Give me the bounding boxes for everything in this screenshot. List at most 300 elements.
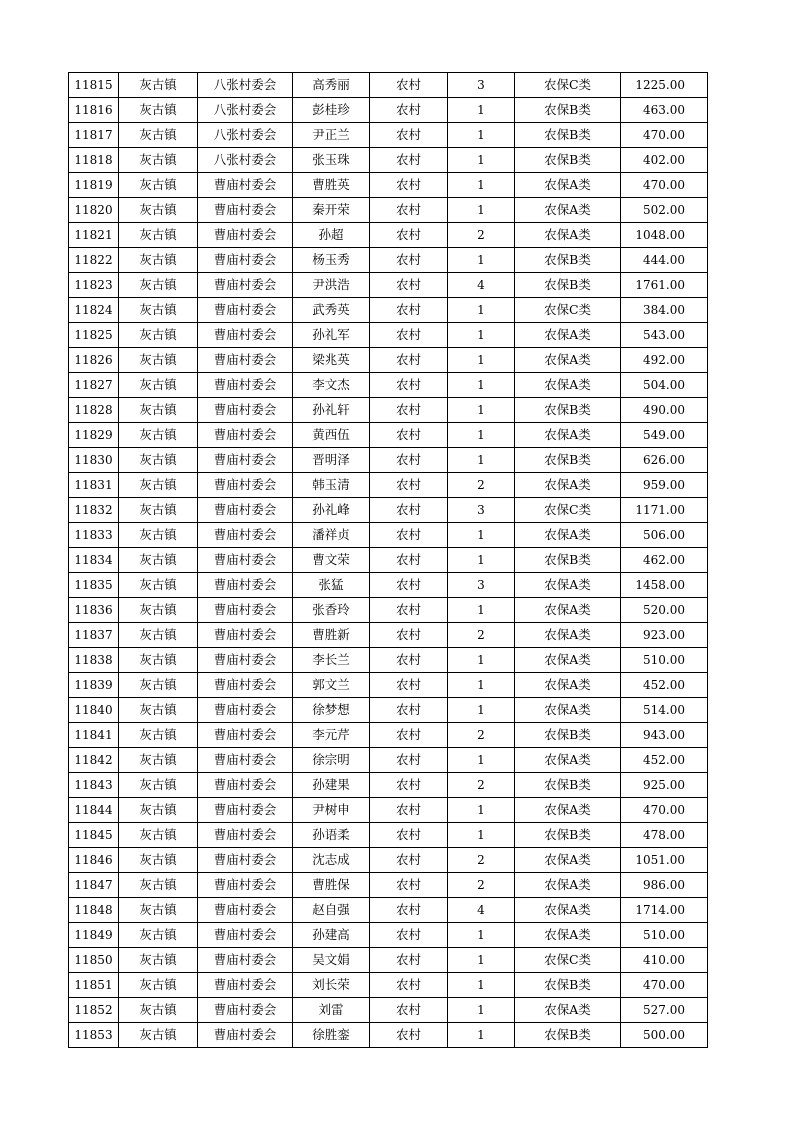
amount-cell: 943.00 (621, 723, 708, 748)
table-row (69, 298, 708, 323)
insurance-category-cell: 农保C类 (515, 298, 621, 323)
insurance-category-cell: 农保B类 (515, 248, 621, 273)
town-cell: 灰古镇 (119, 148, 198, 173)
household-size-cell: 4 (448, 898, 515, 923)
town-cell: 灰古镇 (119, 873, 198, 898)
household-size-cell: 1 (448, 823, 515, 848)
person-name-cell: 刘长荣 (293, 973, 370, 998)
area-type-cell: 农村 (370, 298, 448, 323)
table-row (69, 723, 708, 748)
record-number-cell: 11819 (69, 173, 119, 198)
town-cell: 灰古镇 (119, 423, 198, 448)
village-committee-cell: 曹庙村委会 (198, 623, 293, 648)
insurance-category-cell: 农保A类 (515, 348, 621, 373)
table-row (69, 123, 708, 148)
record-number-cell: 11827 (69, 373, 119, 398)
town-cell: 灰古镇 (119, 998, 198, 1023)
insurance-category-cell: 农保A类 (515, 523, 621, 548)
village-committee-cell: 曹庙村委会 (198, 198, 293, 223)
amount-cell: 492.00 (621, 348, 708, 373)
insurance-category-cell: 农保A类 (515, 748, 621, 773)
village-committee-cell: 八张村委会 (198, 123, 293, 148)
household-size-cell: 1 (448, 598, 515, 623)
amount-cell: 510.00 (621, 648, 708, 673)
person-name-cell: 徐宗明 (293, 748, 370, 773)
record-number-cell: 11820 (69, 198, 119, 223)
insurance-category-cell: 农保A类 (515, 323, 621, 348)
village-committee-cell: 曹庙村委会 (198, 573, 293, 598)
household-size-cell: 1 (448, 548, 515, 573)
record-number-cell: 11845 (69, 823, 119, 848)
village-committee-cell: 八张村委会 (198, 98, 293, 123)
village-committee-cell: 曹庙村委会 (198, 648, 293, 673)
record-number-cell: 11823 (69, 273, 119, 298)
insurance-category-cell: 农保B类 (515, 973, 621, 998)
household-size-cell: 2 (448, 723, 515, 748)
table-row (69, 998, 708, 1023)
record-number-cell: 11835 (69, 573, 119, 598)
record-number-cell: 11824 (69, 298, 119, 323)
amount-cell: 1051.00 (621, 848, 708, 873)
insurance-category-cell: 农保B类 (515, 273, 621, 298)
person-name-cell: 曹胜保 (293, 873, 370, 898)
area-type-cell: 农村 (370, 198, 448, 223)
record-number-cell: 11832 (69, 498, 119, 523)
table-row (69, 773, 708, 798)
record-number-cell: 11822 (69, 248, 119, 273)
household-size-cell: 3 (448, 498, 515, 523)
insurance-category-cell: 农保B类 (515, 123, 621, 148)
village-committee-cell: 曹庙村委会 (198, 273, 293, 298)
amount-cell: 626.00 (621, 448, 708, 473)
amount-cell: 1458.00 (621, 573, 708, 598)
person-name-cell: 韩玉清 (293, 473, 370, 498)
insurance-category-cell: 农保A类 (515, 873, 621, 898)
table-row (69, 848, 708, 873)
area-type-cell: 农村 (370, 923, 448, 948)
household-size-cell: 2 (448, 473, 515, 498)
person-name-cell: 孙超 (293, 223, 370, 248)
table-row (69, 398, 708, 423)
village-committee-cell: 曹庙村委会 (198, 923, 293, 948)
town-cell: 灰古镇 (119, 948, 198, 973)
person-name-cell: 黄西伍 (293, 423, 370, 448)
town-cell: 灰古镇 (119, 248, 198, 273)
table-row (69, 698, 708, 723)
person-name-cell: 徐梦想 (293, 698, 370, 723)
insurance-category-cell: 农保A类 (515, 423, 621, 448)
record-number-cell: 11848 (69, 898, 119, 923)
village-committee-cell: 曹庙村委会 (198, 298, 293, 323)
roster-body (69, 73, 708, 1048)
insurance-category-cell: 农保A类 (515, 173, 621, 198)
insurance-category-cell: 农保B类 (515, 773, 621, 798)
village-committee-cell: 八张村委会 (198, 73, 293, 98)
table-row (69, 798, 708, 823)
area-type-cell: 农村 (370, 698, 448, 723)
town-cell: 灰古镇 (119, 123, 198, 148)
insurance-category-cell: 农保B类 (515, 1023, 621, 1048)
household-size-cell: 1 (448, 523, 515, 548)
record-number-cell: 11843 (69, 773, 119, 798)
person-name-cell: 孙建果 (293, 773, 370, 798)
village-committee-cell: 曹庙村委会 (198, 523, 293, 548)
village-committee-cell: 曹庙村委会 (198, 948, 293, 973)
insurance-category-cell: 农保C类 (515, 73, 621, 98)
table-row (69, 673, 708, 698)
record-number-cell: 11846 (69, 848, 119, 873)
amount-cell: 527.00 (621, 998, 708, 1023)
town-cell: 灰古镇 (119, 673, 198, 698)
town-cell: 灰古镇 (119, 473, 198, 498)
village-committee-cell: 曹庙村委会 (198, 473, 293, 498)
household-size-cell: 2 (448, 873, 515, 898)
person-name-cell: 李元芹 (293, 723, 370, 748)
town-cell: 灰古镇 (119, 198, 198, 223)
amount-cell: 502.00 (621, 198, 708, 223)
record-number-cell: 11816 (69, 98, 119, 123)
town-cell: 灰古镇 (119, 723, 198, 748)
roster-table (68, 72, 708, 1048)
record-number-cell: 11815 (69, 73, 119, 98)
record-number-cell: 11847 (69, 873, 119, 898)
table-row (69, 573, 708, 598)
amount-cell: 549.00 (621, 423, 708, 448)
household-size-cell: 1 (448, 748, 515, 773)
insurance-category-cell: 农保A类 (515, 598, 621, 623)
household-size-cell: 4 (448, 273, 515, 298)
town-cell: 灰古镇 (119, 348, 198, 373)
town-cell: 灰古镇 (119, 898, 198, 923)
amount-cell: 543.00 (621, 323, 708, 348)
area-type-cell: 农村 (370, 273, 448, 298)
insurance-category-cell: 农保A类 (515, 798, 621, 823)
area-type-cell: 农村 (370, 998, 448, 1023)
area-type-cell: 农村 (370, 473, 448, 498)
area-type-cell: 农村 (370, 498, 448, 523)
village-committee-cell: 曹庙村委会 (198, 673, 293, 698)
insurance-category-cell: 农保B类 (515, 148, 621, 173)
area-type-cell: 农村 (370, 323, 448, 348)
table-row (69, 923, 708, 948)
amount-cell: 402.00 (621, 148, 708, 173)
table-row (69, 448, 708, 473)
area-type-cell: 农村 (370, 948, 448, 973)
person-name-cell: 尹正兰 (293, 123, 370, 148)
village-committee-cell: 八张村委会 (198, 148, 293, 173)
area-type-cell: 农村 (370, 548, 448, 573)
amount-cell: 504.00 (621, 373, 708, 398)
village-committee-cell: 曹庙村委会 (198, 423, 293, 448)
amount-cell: 1171.00 (621, 498, 708, 523)
amount-cell: 514.00 (621, 698, 708, 723)
person-name-cell: 杨玉秀 (293, 248, 370, 273)
household-size-cell: 1 (448, 698, 515, 723)
record-number-cell: 11833 (69, 523, 119, 548)
person-name-cell: 晋明泽 (293, 448, 370, 473)
household-size-cell: 3 (448, 573, 515, 598)
household-size-cell: 1 (448, 448, 515, 473)
table-row (69, 898, 708, 923)
area-type-cell: 农村 (370, 648, 448, 673)
table-row (69, 948, 708, 973)
village-committee-cell: 曹庙村委会 (198, 748, 293, 773)
insurance-category-cell: 农保A类 (515, 923, 621, 948)
village-committee-cell: 曹庙村委会 (198, 973, 293, 998)
area-type-cell: 农村 (370, 373, 448, 398)
village-committee-cell: 曹庙村委会 (198, 173, 293, 198)
person-name-cell: 张玉珠 (293, 148, 370, 173)
person-name-cell: 张香玲 (293, 598, 370, 623)
household-size-cell: 1 (448, 1023, 515, 1048)
village-committee-cell: 曹庙村委会 (198, 873, 293, 898)
town-cell: 灰古镇 (119, 548, 198, 573)
village-committee-cell: 曹庙村委会 (198, 698, 293, 723)
table-row (69, 273, 708, 298)
household-size-cell: 1 (448, 423, 515, 448)
village-committee-cell: 曹庙村委会 (198, 898, 293, 923)
town-cell: 灰古镇 (119, 823, 198, 848)
area-type-cell: 农村 (370, 623, 448, 648)
area-type-cell: 农村 (370, 848, 448, 873)
town-cell: 灰古镇 (119, 848, 198, 873)
amount-cell: 925.00 (621, 773, 708, 798)
town-cell: 灰古镇 (119, 773, 198, 798)
person-name-cell: 张猛 (293, 573, 370, 598)
household-size-cell: 1 (448, 148, 515, 173)
area-type-cell: 农村 (370, 348, 448, 373)
table-row (69, 598, 708, 623)
insurance-category-cell: 农保B类 (515, 823, 621, 848)
person-name-cell: 李文杰 (293, 373, 370, 398)
town-cell: 灰古镇 (119, 223, 198, 248)
record-number-cell: 11828 (69, 398, 119, 423)
village-committee-cell: 曹庙村委会 (198, 548, 293, 573)
insurance-category-cell: 农保C类 (515, 948, 621, 973)
insurance-category-cell: 农保B类 (515, 448, 621, 473)
area-type-cell: 农村 (370, 823, 448, 848)
amount-cell: 470.00 (621, 173, 708, 198)
person-name-cell: 刘雷 (293, 998, 370, 1023)
village-committee-cell: 曹庙村委会 (198, 448, 293, 473)
table-row (69, 748, 708, 773)
table-row (69, 98, 708, 123)
record-number-cell: 11852 (69, 998, 119, 1023)
village-committee-cell: 曹庙村委会 (198, 323, 293, 348)
insurance-category-cell: 农保A类 (515, 198, 621, 223)
area-type-cell: 农村 (370, 173, 448, 198)
insurance-category-cell: 农保A类 (515, 848, 621, 873)
table-row (69, 1023, 708, 1048)
record-number-cell: 11840 (69, 698, 119, 723)
household-size-cell: 1 (448, 323, 515, 348)
person-name-cell: 秦开荣 (293, 198, 370, 223)
household-size-cell: 2 (448, 223, 515, 248)
person-name-cell: 孙语柔 (293, 823, 370, 848)
person-name-cell: 孙礼军 (293, 323, 370, 348)
town-cell: 灰古镇 (119, 373, 198, 398)
town-cell: 灰古镇 (119, 1023, 198, 1048)
amount-cell: 463.00 (621, 98, 708, 123)
household-size-cell: 1 (448, 998, 515, 1023)
area-type-cell: 农村 (370, 98, 448, 123)
table-row (69, 348, 708, 373)
insurance-category-cell: 农保A类 (515, 223, 621, 248)
insurance-category-cell: 农保C类 (515, 498, 621, 523)
village-committee-cell: 曹庙村委会 (198, 1023, 293, 1048)
amount-cell: 444.00 (621, 248, 708, 273)
person-name-cell: 徐胜銮 (293, 1023, 370, 1048)
person-name-cell: 潘祥贞 (293, 523, 370, 548)
record-number-cell: 11851 (69, 973, 119, 998)
village-committee-cell: 曹庙村委会 (198, 223, 293, 248)
insurance-category-cell: 农保A类 (515, 623, 621, 648)
household-size-cell: 1 (448, 648, 515, 673)
record-number-cell: 11842 (69, 748, 119, 773)
person-name-cell: 赵自强 (293, 898, 370, 923)
village-committee-cell: 曹庙村委会 (198, 373, 293, 398)
amount-cell: 986.00 (621, 873, 708, 898)
area-type-cell: 农村 (370, 798, 448, 823)
town-cell: 灰古镇 (119, 173, 198, 198)
household-size-cell: 2 (448, 848, 515, 873)
amount-cell: 490.00 (621, 398, 708, 423)
record-number-cell: 11844 (69, 798, 119, 823)
household-size-cell: 1 (448, 973, 515, 998)
table-row (69, 973, 708, 998)
town-cell: 灰古镇 (119, 98, 198, 123)
insurance-category-cell: 农保B类 (515, 548, 621, 573)
record-number-cell: 11837 (69, 623, 119, 648)
household-size-cell: 1 (448, 123, 515, 148)
table-row (69, 523, 708, 548)
record-number-cell: 11839 (69, 673, 119, 698)
amount-cell: 452.00 (621, 748, 708, 773)
area-type-cell: 农村 (370, 148, 448, 173)
person-name-cell: 彭桂珍 (293, 98, 370, 123)
area-type-cell: 农村 (370, 223, 448, 248)
household-size-cell: 1 (448, 173, 515, 198)
town-cell: 灰古镇 (119, 498, 198, 523)
amount-cell: 452.00 (621, 673, 708, 698)
table-row (69, 873, 708, 898)
household-size-cell: 1 (448, 198, 515, 223)
insurance-category-cell: 农保A类 (515, 898, 621, 923)
insurance-category-cell: 农保A类 (515, 573, 621, 598)
town-cell: 灰古镇 (119, 748, 198, 773)
village-committee-cell: 曹庙村委会 (198, 598, 293, 623)
insurance-category-cell: 农保A类 (515, 698, 621, 723)
household-size-cell: 1 (448, 798, 515, 823)
town-cell: 灰古镇 (119, 73, 198, 98)
amount-cell: 410.00 (621, 948, 708, 973)
record-number-cell: 11836 (69, 598, 119, 623)
household-size-cell: 2 (448, 623, 515, 648)
table-row (69, 198, 708, 223)
table-row (69, 473, 708, 498)
village-committee-cell: 曹庙村委会 (198, 798, 293, 823)
town-cell: 灰古镇 (119, 273, 198, 298)
record-number-cell: 11849 (69, 923, 119, 948)
village-committee-cell: 曹庙村委会 (198, 998, 293, 1023)
area-type-cell: 农村 (370, 873, 448, 898)
person-name-cell: 孙礼峰 (293, 498, 370, 523)
area-type-cell: 农村 (370, 448, 448, 473)
record-number-cell: 11834 (69, 548, 119, 573)
table-row (69, 173, 708, 198)
amount-cell: 1714.00 (621, 898, 708, 923)
table-row (69, 148, 708, 173)
area-type-cell: 农村 (370, 248, 448, 273)
area-type-cell: 农村 (370, 598, 448, 623)
record-number-cell: 11829 (69, 423, 119, 448)
town-cell: 灰古镇 (119, 798, 198, 823)
amount-cell: 1225.00 (621, 73, 708, 98)
record-number-cell: 11831 (69, 473, 119, 498)
record-number-cell: 11818 (69, 148, 119, 173)
area-type-cell: 农村 (370, 73, 448, 98)
insurance-category-cell: 农保A类 (515, 673, 621, 698)
person-name-cell: 武秀英 (293, 298, 370, 323)
amount-cell: 510.00 (621, 923, 708, 948)
amount-cell: 470.00 (621, 123, 708, 148)
village-committee-cell: 曹庙村委会 (198, 723, 293, 748)
insurance-category-cell: 农保A类 (515, 648, 621, 673)
person-name-cell: 尹洪浩 (293, 273, 370, 298)
record-number-cell: 11817 (69, 123, 119, 148)
town-cell: 灰古镇 (119, 323, 198, 348)
household-size-cell: 1 (448, 373, 515, 398)
insurance-category-cell: 农保B类 (515, 398, 621, 423)
insurance-category-cell: 农保A类 (515, 473, 621, 498)
household-size-cell: 3 (448, 73, 515, 98)
village-committee-cell: 曹庙村委会 (198, 823, 293, 848)
town-cell: 灰古镇 (119, 623, 198, 648)
town-cell: 灰古镇 (119, 298, 198, 323)
town-cell: 灰古镇 (119, 573, 198, 598)
record-number-cell: 11838 (69, 648, 119, 673)
village-committee-cell: 曹庙村委会 (198, 348, 293, 373)
person-name-cell: 曹胜新 (293, 623, 370, 648)
town-cell: 灰古镇 (119, 598, 198, 623)
amount-cell: 500.00 (621, 1023, 708, 1048)
area-type-cell: 农村 (370, 898, 448, 923)
table-row (69, 248, 708, 273)
town-cell: 灰古镇 (119, 398, 198, 423)
amount-cell: 959.00 (621, 473, 708, 498)
area-type-cell: 农村 (370, 673, 448, 698)
record-number-cell: 11826 (69, 348, 119, 373)
household-size-cell: 1 (448, 98, 515, 123)
town-cell: 灰古镇 (119, 648, 198, 673)
record-number-cell: 11853 (69, 1023, 119, 1048)
insurance-category-cell: 农保A类 (515, 998, 621, 1023)
record-number-cell: 11830 (69, 448, 119, 473)
household-size-cell: 1 (448, 673, 515, 698)
town-cell: 灰古镇 (119, 448, 198, 473)
person-name-cell: 李长兰 (293, 648, 370, 673)
village-committee-cell: 曹庙村委会 (198, 498, 293, 523)
area-type-cell: 农村 (370, 973, 448, 998)
amount-cell: 1761.00 (621, 273, 708, 298)
table-row (69, 323, 708, 348)
record-number-cell: 11825 (69, 323, 119, 348)
person-name-cell: 孙礼轩 (293, 398, 370, 423)
amount-cell: 506.00 (621, 523, 708, 548)
household-size-cell: 1 (448, 348, 515, 373)
insurance-category-cell: 农保A类 (515, 373, 621, 398)
village-committee-cell: 曹庙村委会 (198, 848, 293, 873)
